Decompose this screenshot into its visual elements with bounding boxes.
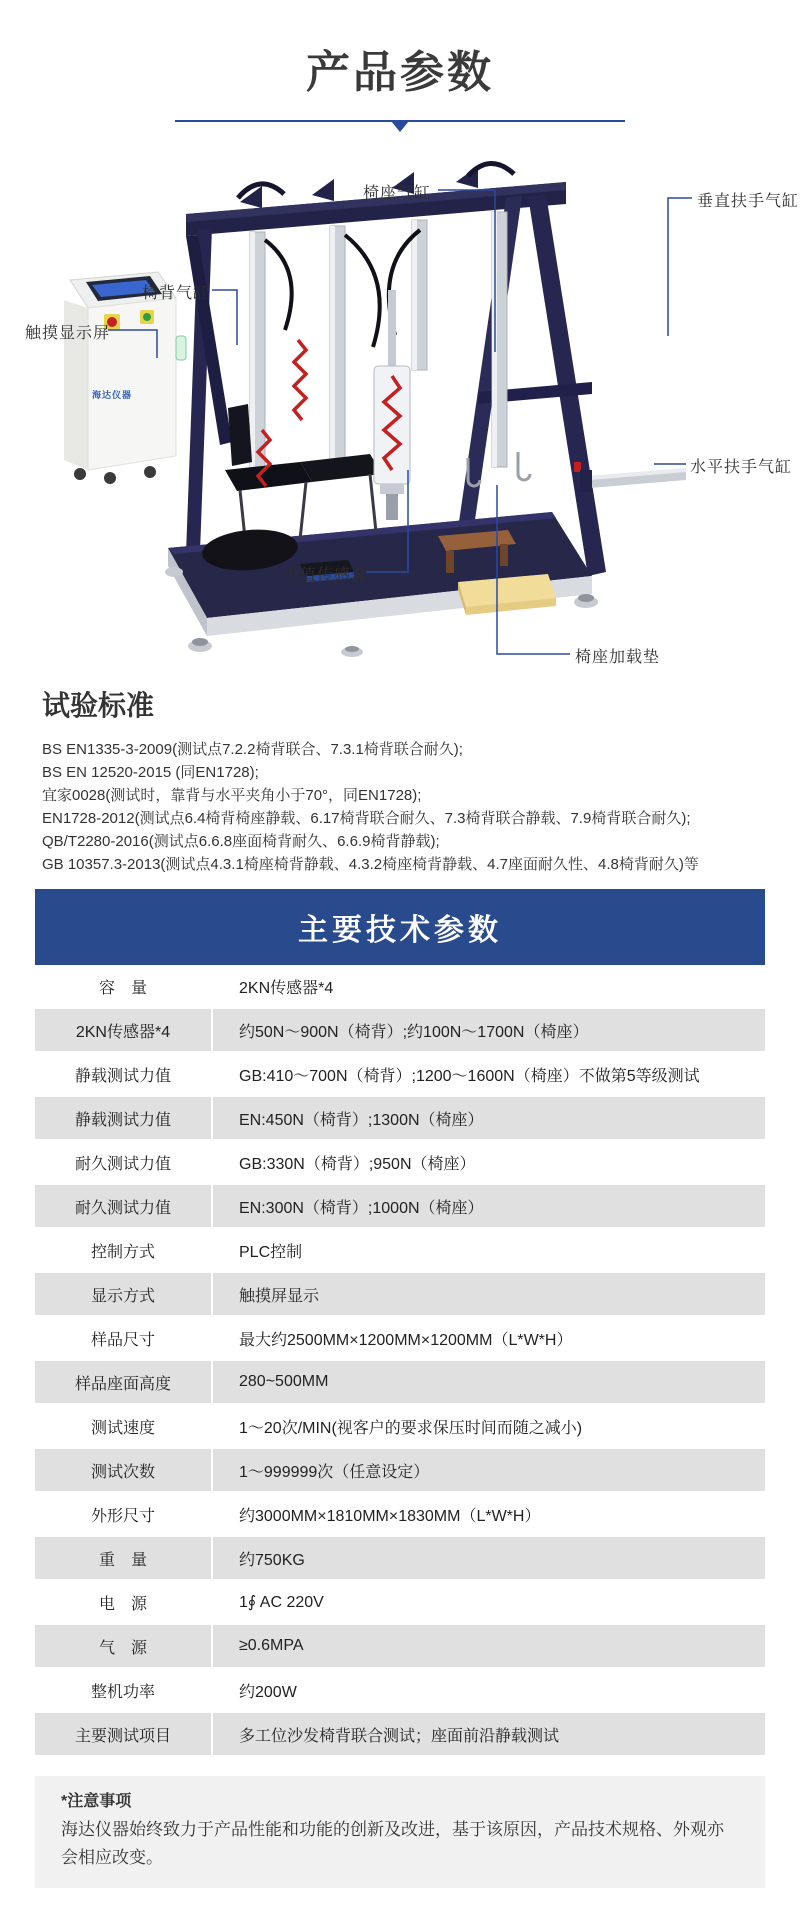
test-standards-section <box>42 684 758 876</box>
param-label: 静载测试力值 <box>35 1053 213 1095</box>
param-label: 电 源 <box>35 1581 213 1623</box>
table-row <box>35 1361 765 1405</box>
callout-seat-loading-pad: 椅座加载垫 <box>575 649 661 666</box>
param-label: 2KN传感器*4 <box>35 1009 213 1051</box>
table-row <box>35 1493 765 1537</box>
table-row <box>35 1273 765 1317</box>
param-label: 耐久测试力值 <box>35 1185 213 1227</box>
param-value: 1～20次/MIN(视客户的要求保压时间而随之减小) <box>239 1419 583 1437</box>
table-row <box>35 1229 765 1273</box>
table-row <box>35 1625 765 1669</box>
page-title: 产品参数 <box>306 48 494 97</box>
table-row <box>35 1141 765 1185</box>
standard-item: BS EN1335-3-2009(测试点7.2.2椅背联合、7.3.1椅背联合耐久); <box>42 741 463 758</box>
param-label: 重 量 <box>35 1537 213 1579</box>
table-row <box>35 1097 765 1141</box>
param-value: 约3000MM×1810MM×1830MM（L*W*H） <box>239 1507 541 1525</box>
tech-parameters-table <box>35 889 765 1757</box>
table-row <box>35 1581 765 1625</box>
param-value: 触摸屏显示 <box>239 1287 320 1305</box>
param-label: 测试速度 <box>35 1405 213 1447</box>
param-label: 样品尺寸 <box>35 1317 213 1359</box>
table-row <box>35 1317 765 1361</box>
table-row <box>35 965 765 1009</box>
param-label: 控制方式 <box>35 1229 213 1271</box>
notice-body: 海达仪器始终致力于产品性能和功能的创新及改进，基于该原因，产品技术规格、外观亦会相应改变。 <box>61 1820 724 1867</box>
param-value: 2KN传感器*4 <box>239 979 334 997</box>
callout-horizontal-armrest-cylinder: 水平扶手气缸 <box>690 459 793 476</box>
table-row <box>35 1009 765 1053</box>
callout-touch-screen: 触摸显示屏 <box>25 325 111 342</box>
param-label: 样品座面高度 <box>35 1361 213 1403</box>
table-row <box>35 1537 765 1581</box>
param-value: PLC控制 <box>239 1243 303 1261</box>
machine-diagram <box>0 140 800 700</box>
param-label: 耐久测试力值 <box>35 1141 213 1183</box>
notice-box <box>35 1776 765 1888</box>
param-value: GB:410～700N（椅背）;1200～1600N（椅座）不做第5等级测试 <box>239 1067 700 1085</box>
table-header: 主要技术参数 <box>35 889 765 965</box>
callout-vertical-armrest-cylinder: 垂直扶手气缸 <box>697 193 800 210</box>
param-value: 约200W <box>239 1683 297 1701</box>
table-row <box>35 1669 765 1713</box>
param-value: 1∮ AC 220V <box>239 1594 324 1611</box>
title-section <box>0 0 800 132</box>
param-value: 280~500MM <box>239 1373 329 1390</box>
param-value: 1～999999次（任意设定） <box>239 1463 430 1481</box>
param-label: 测试次数 <box>35 1449 213 1491</box>
param-label: 显示方式 <box>35 1273 213 1315</box>
param-value: 最大约2500MM×1200MM×1200MM（L*W*H） <box>239 1331 573 1349</box>
callout-seat-cylinder: 椅座气缸 <box>363 185 432 202</box>
param-label: 静载测试力值 <box>35 1097 213 1139</box>
param-value: EN:300N（椅背）;1000N（椅座） <box>239 1199 484 1217</box>
table-row <box>35 1449 765 1493</box>
param-value: 约50N～900N（椅背）;约100N～1700N（椅座） <box>239 1023 589 1041</box>
machine-illustration <box>0 140 800 700</box>
cabinet-brand-logo: 海达仪器 <box>92 390 133 400</box>
param-label: 气 源 <box>35 1625 213 1667</box>
table-row <box>35 1053 765 1097</box>
param-label: 外形尺寸 <box>35 1493 213 1535</box>
standards-heading: 试验标准 <box>42 690 155 721</box>
param-label: 容 量 <box>35 965 213 1007</box>
notice-title: *注意事项 <box>61 1793 132 1810</box>
standard-item: GB 10357.3-2013(测试点4.3.1椅座椅背静载、4.3.2椅座椅背静载、4.7座面耐久性、4.8椅背耐久)等 <box>42 856 699 873</box>
standard-item: EN1728-2012(测试点6.4椅背椅座静载、6.17椅背联合耐久、7.3椅背联合静载、7.9椅背联合耐久); <box>42 810 691 827</box>
table-row <box>35 1405 765 1449</box>
param-label: 主要测试项目 <box>35 1713 213 1755</box>
callout-force-sensor: 力值传感器 <box>283 567 369 584</box>
param-value: 多工位沙发椅背联合测试；座面前沿静载测试 <box>239 1727 560 1745</box>
param-value: EN:450N（椅背）;1300N（椅座） <box>239 1111 484 1129</box>
table-row <box>35 1713 765 1757</box>
standard-item: 宜家0028(测试时，靠背与水平夹角小于70°，同EN1728); <box>42 787 422 804</box>
table-row <box>35 1185 765 1229</box>
param-value: ≥0.6MPA <box>239 1637 304 1654</box>
standard-item: QB/T2280-2016(测试点6.6.8座面椅背耐久、6.6.9椅背静载); <box>42 833 440 850</box>
param-label: 整机功率 <box>35 1669 213 1711</box>
param-value: 约750KG <box>239 1551 305 1569</box>
callout-back-cylinder: 椅背气缸 <box>142 285 211 302</box>
title-arrow-icon <box>391 121 409 132</box>
standard-item: BS EN 12520-2015 (同EN1728); <box>42 764 259 781</box>
param-value: GB:330N（椅背）;950N（椅座） <box>239 1155 476 1173</box>
